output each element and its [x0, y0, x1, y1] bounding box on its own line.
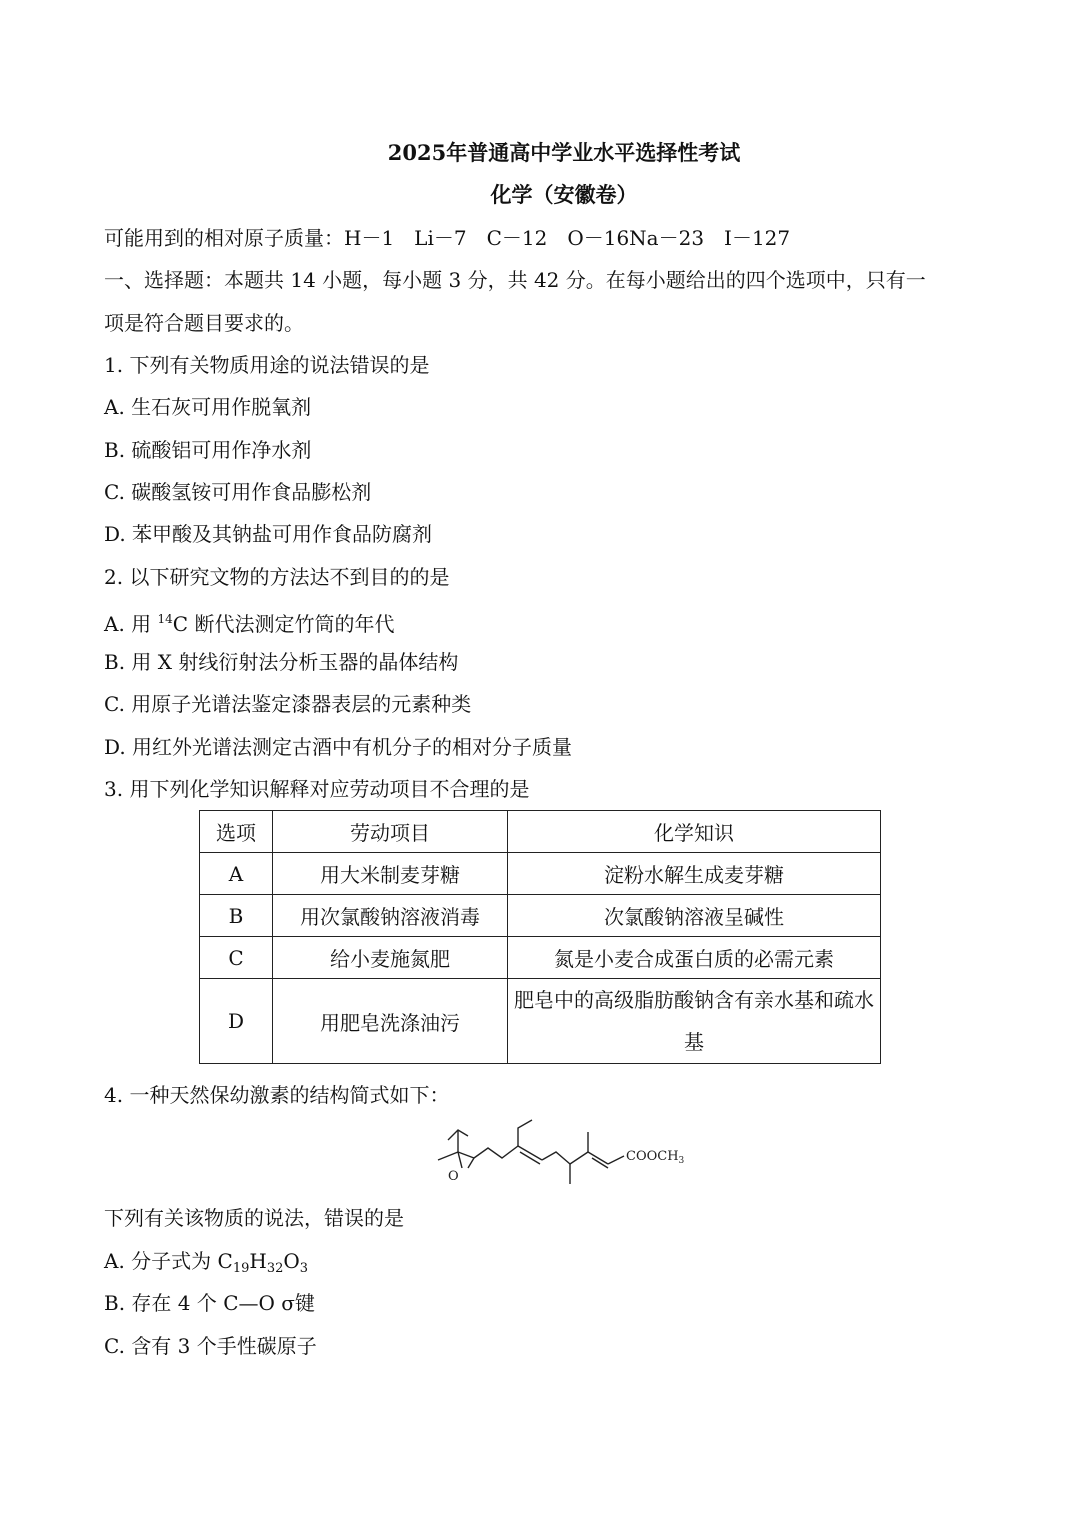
bond	[608, 1156, 624, 1164]
atomic-masses: 可能用到的相对原子质量：H－1 Li－7 C－12 O－16Na－23 I－127	[104, 226, 791, 250]
q2-option-d: D. 用红外光谱法测定古酒中有机分子的相对分子质量	[104, 735, 573, 759]
q2-option-a-rest: C 断代法测定竹筒的年代	[172, 612, 395, 636]
bond	[458, 1152, 462, 1168]
epoxide-oxygen-label: O	[448, 1169, 459, 1184]
q4-stem: 4. 一种天然保幼激素的结构简式如下：	[104, 1083, 450, 1107]
q3-table	[199, 810, 881, 1064]
section-heading-line2: 项是符合题目要求的。	[104, 311, 304, 335]
q4-option-c: C. 含有 3 个手性碳原子	[104, 1334, 317, 1358]
q4-option-a	[104, 1249, 308, 1281]
header-cell: 化学知识	[508, 811, 881, 853]
exam-subtitle: 化学（安徽卷）	[490, 182, 638, 207]
q2-option-b: B. 用 X 射线衍射法分析玉器的晶体结构	[104, 650, 459, 674]
ester-subscript: 3	[678, 1156, 685, 1166]
q4-option-b: B. 存在 4 个 C—O σ键	[104, 1291, 315, 1315]
table-row	[200, 895, 881, 937]
bond	[438, 1152, 458, 1160]
subscript: 19	[232, 1261, 250, 1276]
table-cell: D	[200, 979, 273, 1064]
table-cell: C	[200, 937, 273, 979]
header-cell: 劳动项目	[273, 811, 508, 853]
q3-stem: 3. 用下列化学知识解释对应劳动项目不合理的是	[104, 777, 530, 801]
q4-option-a-prefix: A. 分子式为 C	[104, 1249, 233, 1273]
header-cell: 选项	[200, 811, 273, 853]
table-row	[200, 979, 881, 1064]
table-row	[200, 853, 881, 895]
q2-option-a-prefix: A. 用	[104, 612, 158, 636]
table-cell: 给小麦施氮肥	[273, 937, 508, 979]
table-cell: A	[200, 853, 273, 895]
subscript: 32	[266, 1261, 284, 1276]
q1-option-a: A. 生石灰可用作脱氧剂	[104, 395, 312, 419]
table-cell: 氮是小麦合成蛋白质的必需元素	[508, 937, 881, 979]
table-cell: 用次氯酸钠溶液消毒	[273, 895, 508, 937]
q2-stem: 2. 以下研究文物的方法达不到目的的是	[104, 565, 450, 589]
bond	[518, 1120, 532, 1146]
bond	[542, 1152, 570, 1164]
q1-stem: 1. 下列有关物质用途的说法错误的是	[104, 353, 430, 377]
q1-option-b: B. 硫酸铝可用作净水剂	[104, 438, 312, 462]
q1-option-c: C. 碳酸氢铵可用作食品膨松剂	[104, 480, 372, 504]
table-cell: B	[200, 895, 273, 937]
q1-option-d: D. 苯甲酸及其钠盐可用作食品防腐剂	[104, 522, 433, 546]
bond	[570, 1152, 588, 1164]
element-symbol: H	[249, 1249, 267, 1273]
bond	[474, 1146, 518, 1158]
section-heading-line1: 一、选择题：本题共 14 小题，每小题 3 分，共 42 分。在每小题给出的四个选项中，只有一	[104, 268, 926, 292]
ester-group-label: $COOCH_3$	[626, 1149, 685, 1166]
table-cell: 淀粉水解生成麦芽糖	[508, 853, 881, 895]
table-cell: 用大米制麦芽糖	[273, 853, 508, 895]
table-cell: 次氯酸钠溶液呈碱性	[508, 895, 881, 937]
element-symbol: O	[283, 1249, 300, 1273]
q2-option-a	[104, 607, 394, 636]
q2-option-a-isotope: 14	[157, 612, 173, 626]
bond	[458, 1152, 474, 1158]
bond	[468, 1158, 474, 1168]
table-cell: 肥皂中的高级脂肪酸钠含有亲水基和疏水基	[508, 979, 881, 1064]
table-row	[200, 937, 881, 979]
q2-option-c: C. 用原子光谱法鉴定漆器表层的元素种类	[104, 692, 472, 716]
subscript: 3	[299, 1261, 309, 1276]
table-cell: 用肥皂洗涤油污	[273, 979, 508, 1064]
exam-title: 2025年普通高中学业水平选择性考试	[387, 140, 741, 165]
table-header-row	[200, 811, 881, 853]
structural-formula	[428, 1118, 718, 1190]
q4-question: 下列有关该物质的说法，错误的是	[104, 1206, 404, 1230]
